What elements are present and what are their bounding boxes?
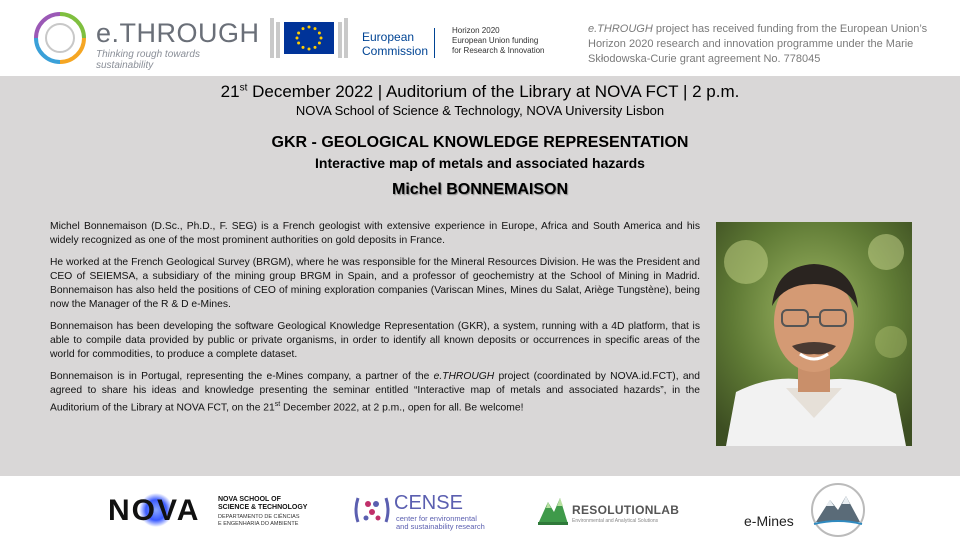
speaker-portrait-image: [716, 222, 912, 446]
speaker-name: Michel BONNEMAISON: [391, 181, 568, 198]
ec-building-icon: [268, 16, 352, 60]
ec-name: European Commission: [362, 30, 429, 58]
event-venue: NOVA School of Science & Technology, NOVA University Lisbon: [295, 103, 665, 118]
nova-department-label: DEPARTAMENTO DE CIÊNCIAS E ENGENHARIA DO AMBIENTE: [218, 514, 300, 527]
seminar-title: GKR - GEOLOGICAL KNOWLEDGE REPRESENTATION: [271, 134, 689, 151]
resolutionlab-logo: [536, 494, 696, 528]
cense-mark-icon: [352, 492, 392, 528]
speaker-bio: [50, 220, 700, 423]
ethrough-wordmark: e.THROUGH: [96, 18, 260, 48]
european-commission-logo: [268, 16, 568, 60]
seminar-subtitle: Interactive map of metals and associated hazards: [315, 155, 645, 171]
horizon2020-label: Horizon 2020 European Union funding for Research & Innovation: [452, 26, 545, 55]
speaker-photo: [716, 222, 912, 446]
ethrough-tagline: Thinking rough towards sustainability: [96, 49, 200, 71]
resolutionlab-wordmark: RESOLUTIONLAB: [572, 503, 680, 517]
resolutionlab-mountain-icon: [536, 494, 570, 526]
nova-wordmark: NOVA: [108, 494, 201, 527]
ethrough-circle-icon: [32, 10, 88, 66]
bio-paragraph: Bonnemaison has been developing the software Geological Knowledge Representation (GKR), a system, running with a 4D platform, that is able to compile data provided by public or private organisms, in order to identify all known deposits or occurrences in specific areas of the world for commodities, to produce a complete dataset.: [50, 321, 700, 360]
partner-logos-footer: [0, 476, 960, 540]
resolutionlab-tagline: Environmental and Analytical Solutions: [572, 518, 659, 524]
event-panel: [0, 76, 960, 476]
nova-logo: [108, 494, 328, 530]
emines-logo: [744, 482, 874, 538]
header-banner: [0, 0, 960, 76]
funding-statement: e.THROUGH project has received funding from the European Union’s Horizon 2020 research and innovation programme under the Marie Skłodowska-Curie grant agreement No. 778045: [588, 23, 928, 65]
event-date-line: 21st December 2022 | Auditorium of the Library at NOVA FCT | 2 p.m.: [220, 82, 740, 101]
cense-wordmark: CENSE: [394, 492, 463, 514]
ethrough-logo: [32, 10, 260, 71]
bio-paragraph: Bonnemaison is in Portugal, representing the e-Mines company, a partner of the e.THROUGH project (coordinated by NOVA.id.FCT), and agreed to share his ideas and knowledge presenting the seminar entitled “Interactive map of metals and associated hazards”, in the Auditorium of the Library at NOVA FCT, on the 21st December 2022, at 2 p.m., open for all. Be welcome!: [50, 371, 700, 414]
bio-paragraph: He worked at the French Geological Survey (BRGM), where he was responsible for the Mineral Resources Division. He was the President and CEO of SEIEMSA, a subsidiary of the mining group BRGM in Spain, and a professor of geochemistry at the School of Mining in Madrid. Bonnemaison has also held the positions of CEO of mining exploration companies (Variscan Mines, Mines du Salat, Ariège Tungstène), being now the Manager of the R & D e-Mines.: [50, 257, 700, 310]
emines-mountain-icon: [808, 482, 868, 538]
cense-logo: [352, 492, 502, 532]
bio-paragraph: Michel Bonnemaison (D.Sc., Ph.D., F. SEG) is a French geologist with extensive experience in Europe, Africa and South America and his widely recognized as one of the most prominent authorities on gold deposits in France.: [50, 221, 700, 246]
emines-wordmark: e-Mines: [744, 513, 794, 529]
ec-divider: [434, 28, 435, 58]
nova-school-label: NOVA SCHOOL OF SCIENCE & TECHNOLOGY: [218, 496, 308, 511]
cense-tagline: center for environmental and sustainability research: [396, 514, 485, 531]
